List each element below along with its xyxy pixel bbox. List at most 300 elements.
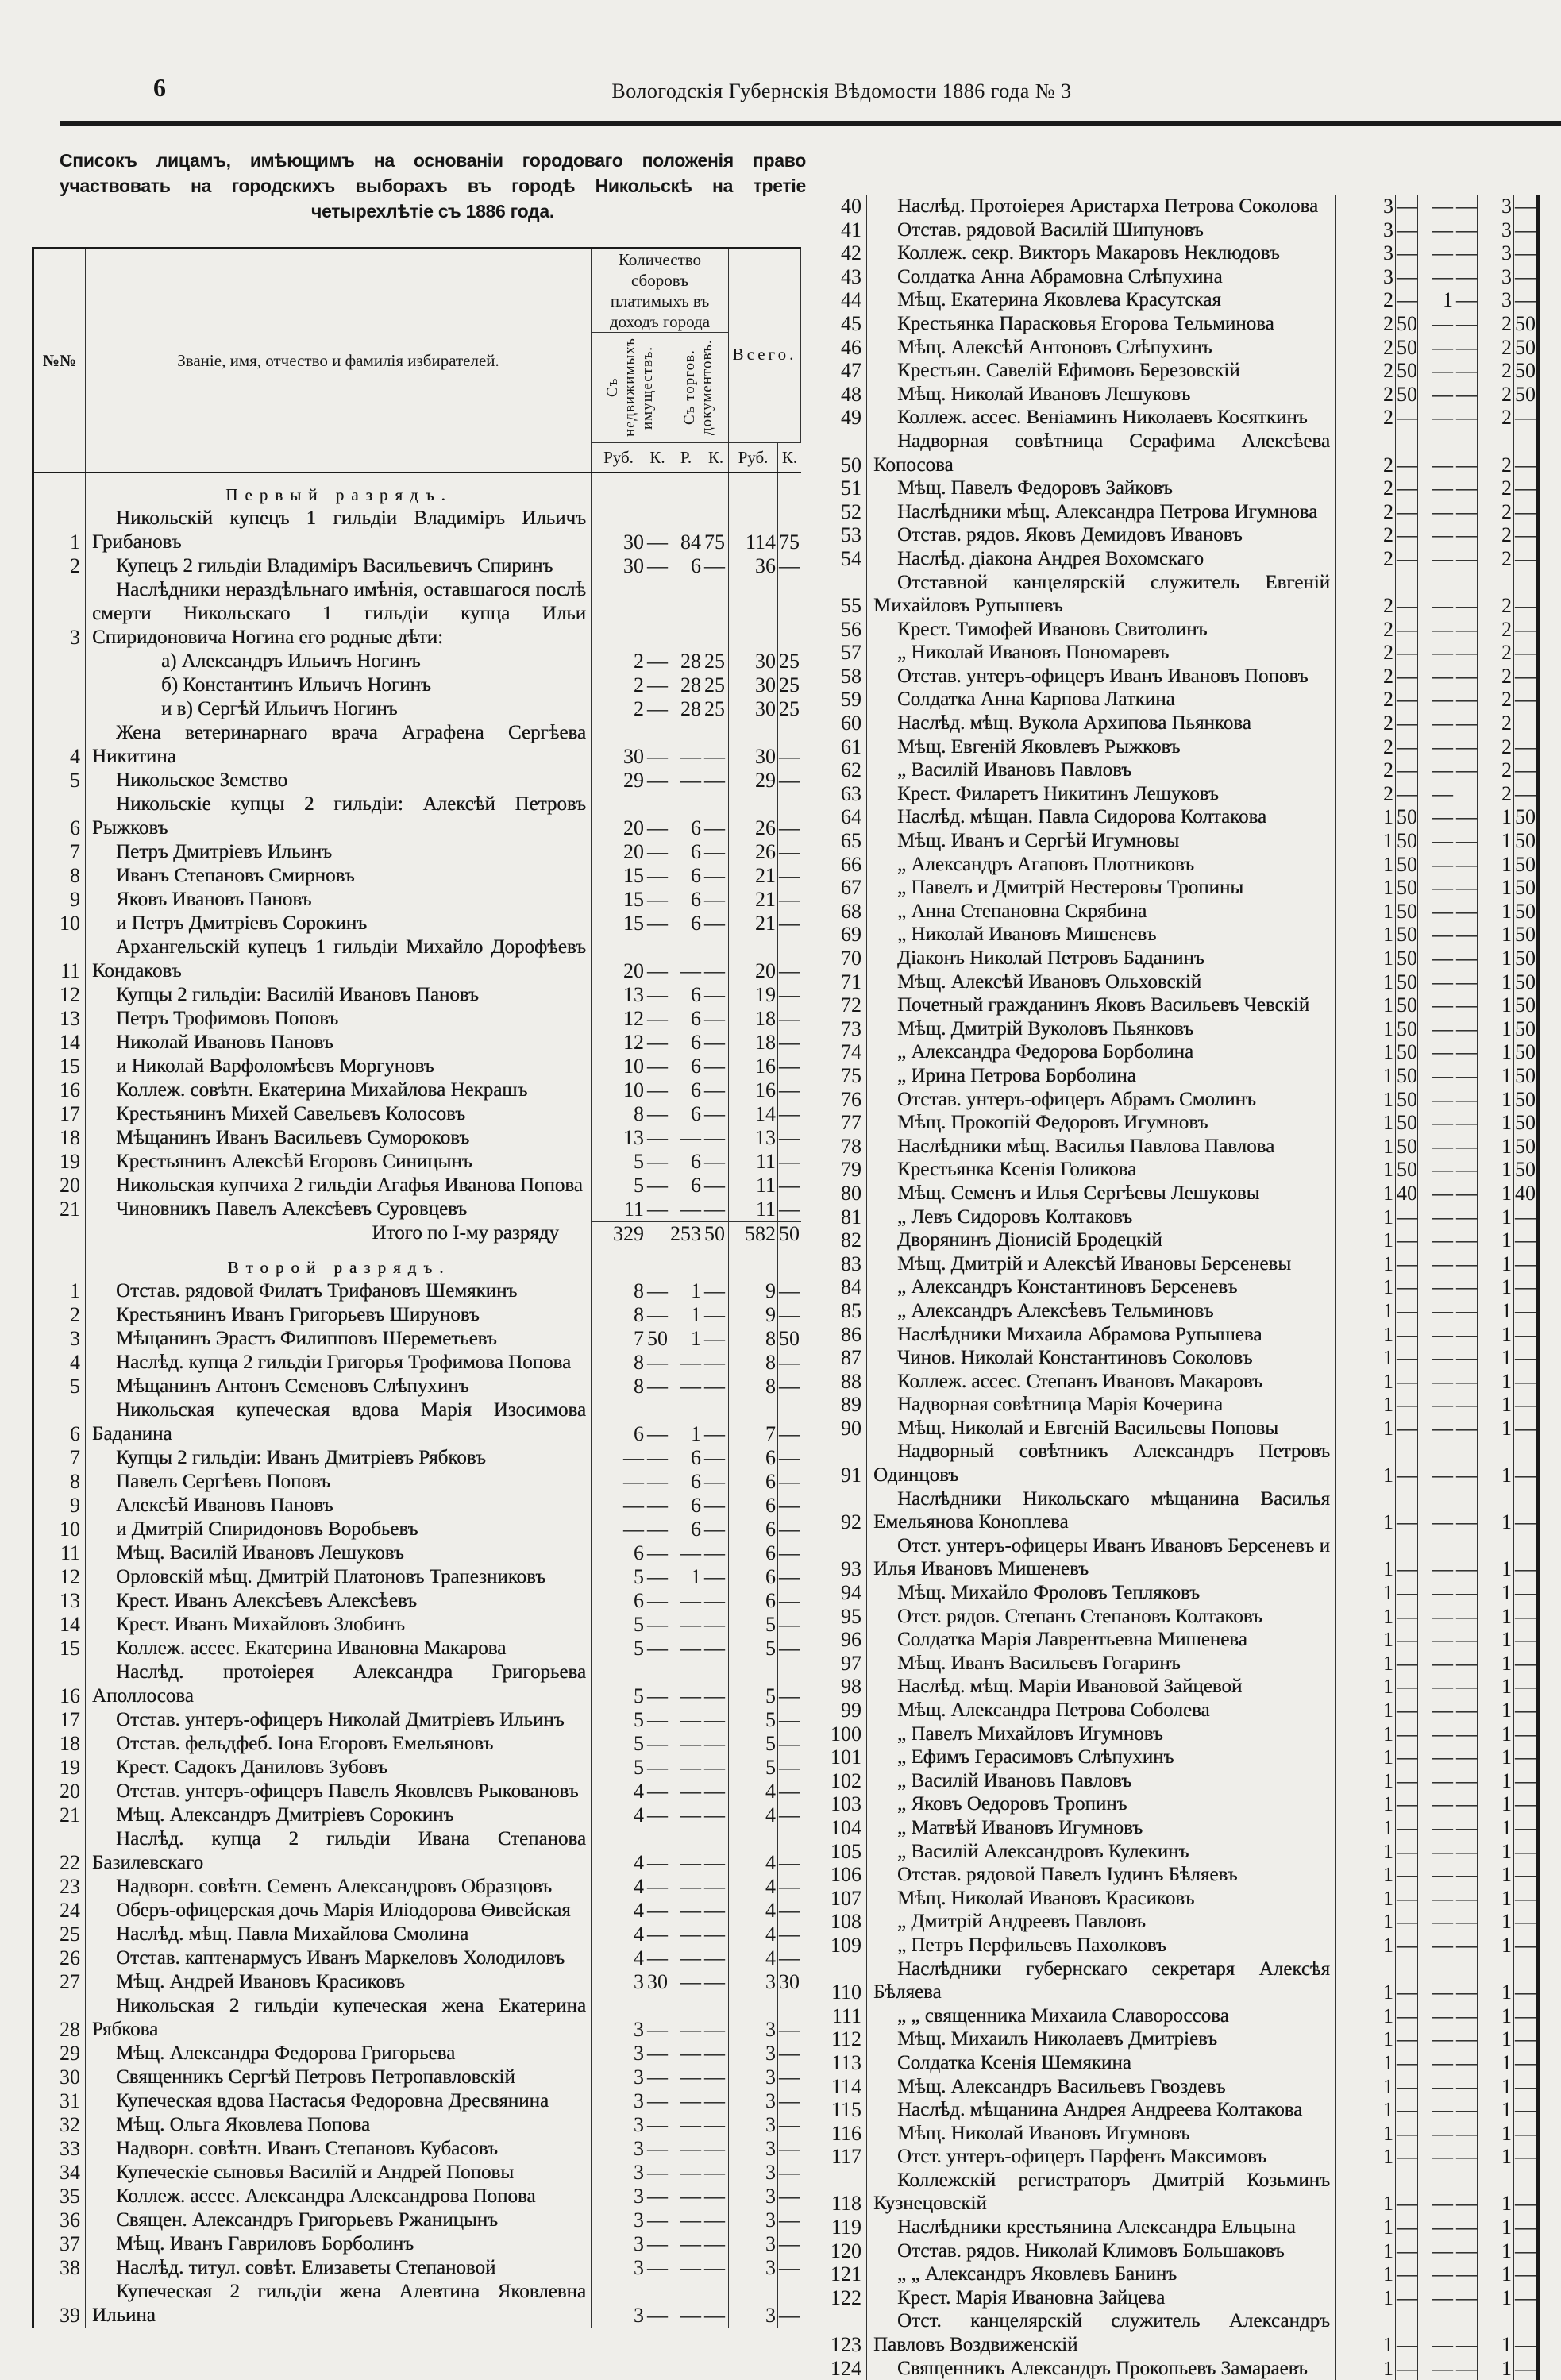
voter-name: Мѣщ. Дмитрій Вуколовъ Пьянковъ (867, 1017, 1336, 1041)
rubles-value: 5 (729, 1732, 778, 1756)
voter-name: Отст. рядов. Степанъ Степановъ Колтаковъ (867, 1605, 1336, 1629)
kopecks-value: — (1515, 2262, 1536, 2286)
kopecks-value: — (1456, 664, 1477, 688)
rubles-value: 1 (1478, 1863, 1514, 1887)
table-row (818, 1323, 1536, 1347)
rubles-value: 3 (1478, 265, 1514, 289)
header-total: Всего. (729, 249, 801, 442)
rubles-value: 1 (1336, 853, 1396, 877)
row-number: 74 (818, 1040, 867, 1064)
rubles-value: 26 (729, 793, 778, 840)
rubles-value: — (1418, 1887, 1455, 1911)
kopecks-value: — (1456, 712, 1477, 735)
rubles-value: 26 (729, 840, 778, 864)
kopecks-value: — (1456, 195, 1477, 218)
kopecks-value: — (1455, 430, 1478, 476)
kopecks-value: — (1515, 1815, 1536, 1839)
kopecks-value: — (1456, 688, 1477, 712)
rubles-value: 1 (1478, 1111, 1514, 1135)
kopecks-value: 25 (779, 697, 800, 720)
row-number: 22 (34, 1827, 86, 1875)
kopecks-value: — (647, 1375, 668, 1398)
rubles-value: 5 (729, 1661, 778, 1708)
kopecks-value: 50 (1397, 876, 1417, 900)
kopecks-value: — (1456, 641, 1477, 665)
kopecks-value: — (1456, 2216, 1477, 2239)
kopecks-value (703, 578, 729, 650)
kopecks-value: — (1515, 1252, 1536, 1275)
kopecks-value: — (703, 1970, 729, 1994)
table-row (818, 1346, 1536, 1370)
rubles-value: — (1418, 970, 1455, 994)
kopecks-value: — (779, 1780, 800, 1803)
rubles-value: 6 (729, 1589, 778, 1613)
rubles-value: 1 (1478, 1958, 1514, 2004)
kopecks-value: — (1396, 1440, 1418, 1487)
table-row (818, 2309, 1536, 2356)
voter-name: Солдатка Марія Лаврентьевна Мишенева (867, 1628, 1336, 1652)
kopecks-value: — (703, 1055, 729, 1078)
row-number: 35 (34, 2185, 86, 2208)
voter-name: Надворная совѣтница Серафима Алексѣева Копосова (867, 430, 1336, 476)
rubles-value: 6 (592, 1541, 646, 1565)
kopecks-value: — (647, 1708, 668, 1731)
rubles-value: — (1418, 853, 1455, 877)
row-number: 38 (34, 2256, 86, 2280)
rubles-value: 6 (669, 1470, 703, 1494)
kopecks-value: — (1396, 2309, 1418, 2356)
kopecks-value: — (1397, 2285, 1417, 2309)
rubles-value: 1 (1336, 2122, 1396, 2146)
row-number: 16 (34, 1661, 86, 1708)
kopecks-value: — (1396, 571, 1418, 618)
rubles-value: — (669, 1923, 703, 1946)
rubles-value: — (1418, 2098, 1455, 2122)
kopecks-value: — (647, 1303, 668, 1326)
rubles-value: 6 (669, 912, 703, 935)
voter-name: „ Александръ Алексѣевъ Тельминовъ (867, 1299, 1336, 1323)
kopecks-value: — (1397, 523, 1417, 547)
rubles-value: 4 (592, 1780, 646, 1803)
table-row (818, 947, 1536, 970)
kopecks-value: — (1515, 735, 1536, 758)
rubles-value: — (669, 1899, 703, 1923)
kopecks-value: — (1515, 264, 1536, 288)
row-number: 49 (818, 406, 867, 430)
rubles-value: — (669, 2161, 703, 2185)
rubles-value: 28 (669, 697, 703, 721)
rubles-value: 2 (1478, 383, 1514, 407)
voter-name: Діаконъ Николай Петровъ Баданинъ (867, 947, 1336, 970)
voter-name: Почетный гражданинъ Яковъ Васильевъ Чевскій (867, 993, 1336, 1017)
kopecks-value: — (1456, 1134, 1477, 1158)
rubles-value (669, 473, 703, 507)
row-number: 9 (34, 1494, 86, 1518)
voter-name: Коллеж. ассес. Степанъ Ивановъ Макаровъ (867, 1370, 1336, 1394)
kopecks-value: 50 (1515, 335, 1536, 359)
table-row (34, 2113, 801, 2137)
rubles-value: — (1418, 1040, 1455, 1064)
rubles-value: 1 (1336, 2051, 1396, 2075)
rubles-value: 1 (1478, 1064, 1514, 1088)
kopecks-value: 25 (703, 650, 729, 673)
rubles-value: 3 (729, 2042, 778, 2066)
voter-name: Коллежскій регистраторъ Дмитрій Козьминъ Кузнецовскій (867, 2169, 1336, 2216)
kopecks-value: 50 (1515, 947, 1536, 970)
kopecks-value: — (647, 1946, 668, 1969)
kopecks-value: — (703, 1518, 729, 1541)
rubles-value: 1 (1336, 2239, 1396, 2263)
table-row (818, 1205, 1536, 1229)
rubles-value: 1 (1336, 1581, 1396, 1605)
kopecks-value: — (703, 1827, 729, 1875)
kopecks-value: — (1456, 923, 1477, 947)
rubles-value: — (669, 2042, 703, 2066)
rubles-value: 18 (729, 1031, 778, 1055)
kopecks-value: — (1397, 476, 1417, 500)
rubles-value: 2 (1478, 547, 1514, 571)
kopecks-value: — (703, 769, 729, 793)
row-number: 115 (818, 2098, 867, 2122)
voter-name: Наслѣд. титул. совѣт. Елизаветы Степановой (86, 2256, 592, 2280)
kopecks-value: — (647, 1078, 668, 1101)
kopecks-value: 25 (703, 697, 729, 721)
table-row (818, 1628, 1536, 1652)
voter-name: Наслѣдники нераздѣльнаго имѣнія, оставшагося послѣ смерти Никольскаго 1 гильдіи купца Ильи Спиридоновича Ногина его родные дѣти: (86, 578, 592, 650)
rubles-value: 1 (1478, 1769, 1514, 1793)
kopecks-value (646, 1246, 669, 1279)
kopecks-value: — (1396, 1534, 1418, 1581)
rubles-value: 8 (729, 1375, 778, 1398)
kopecks-value: — (1515, 195, 1536, 218)
rubles-value: 1 (1336, 2357, 1396, 2380)
row-number: 60 (818, 712, 867, 735)
kopecks-value: 50 (1515, 970, 1536, 993)
rubles-value: — (1418, 1017, 1455, 1041)
kopecks-value: — (1397, 2027, 1417, 2051)
rubles-value: 1 (1478, 2216, 1514, 2239)
voter-name: Наслѣд. мѣщан. Павла Сидорова Колтакова (867, 805, 1336, 829)
table-row (34, 1756, 801, 1780)
kopecks-value: — (703, 1756, 729, 1780)
kopecks-value (778, 578, 801, 650)
voter-name: Крест. Садокъ Даниловъ Зубовъ (86, 1756, 592, 1780)
rubles-value: 1 (1478, 1792, 1514, 1816)
rubles-value: 1 (1478, 2169, 1514, 2216)
kopecks-value: — (1515, 241, 1536, 265)
kopecks-value: — (779, 1803, 800, 1826)
rubles-value: 6 (669, 864, 703, 888)
kopecks-value: 50 (1515, 382, 1536, 406)
rubles-value: 1 (1478, 947, 1514, 970)
rubles-value: 1 (1478, 2027, 1514, 2051)
rubles-value: — (1418, 1182, 1455, 1205)
rubles-value: 1 (1478, 2122, 1514, 2146)
voter-name: Отстав. рядов. Яковъ Демидовъ Ивановъ (867, 523, 1336, 547)
rubles-value: 6 (592, 1589, 646, 1613)
kopecks-value: — (703, 1375, 729, 1398)
rubles-value: — (1418, 2169, 1455, 2216)
table-row (34, 1174, 801, 1198)
kopecks-value: — (779, 983, 800, 1006)
rubles-value: 5 (592, 1708, 646, 1732)
rubles-value (669, 578, 703, 650)
kopecks-value: — (779, 2137, 800, 2160)
rubles-value: 2 (1336, 430, 1396, 476)
table-row (34, 1780, 801, 1803)
kopecks-value: — (1456, 1416, 1477, 1440)
voter-name: Отстав. рядовой Василій Шипуновъ (867, 218, 1336, 242)
rubles-value: 11 (729, 1150, 778, 1174)
rubles-value: 30 (729, 673, 778, 697)
kopecks-value: — (1456, 2145, 1477, 2169)
kopecks-value: — (779, 1351, 800, 1374)
table-row (34, 769, 801, 793)
rubles-value: 3 (592, 2137, 646, 2161)
row-number: 45 (818, 312, 867, 336)
rubles-value: 6 (592, 1398, 646, 1446)
rubles-value: — (1418, 1722, 1455, 1746)
table-row (818, 1393, 1536, 1417)
rubles-value: 6 (729, 1518, 778, 1541)
rubles-value: 5 (729, 1637, 778, 1661)
kopecks-value: — (1515, 2285, 1536, 2309)
row-number: 46 (818, 336, 867, 360)
voter-name: Отстав. каптенармусъ Иванъ Маркеловъ Холодиловъ (86, 1946, 592, 1970)
kopecks-value: — (1397, 1604, 1417, 1628)
rubles-value: 3 (592, 2232, 646, 2256)
rubles-value: 6 (669, 1150, 703, 1174)
voter-name: „ Василій Ивановъ Павловъ (867, 1769, 1336, 1793)
kopecks-value: — (1456, 1769, 1477, 1792)
rubles-value: 4 (592, 1875, 646, 1899)
voter-name: „ „ Александръ Яковлевъ Банинъ (867, 2262, 1336, 2286)
table-row (818, 900, 1536, 924)
rubles-value: — (669, 1126, 703, 1150)
kopecks-value: — (779, 1150, 800, 1173)
kopecks-value: — (1515, 2192, 1536, 2216)
kopecks-value: 25 (779, 673, 800, 696)
kopecks-value: — (1396, 430, 1418, 476)
kopecks-value: — (1515, 1745, 1536, 1769)
kopecks-value: — (647, 554, 668, 577)
kopecks-value: — (779, 1732, 800, 1755)
rubles-value: — (592, 1518, 646, 1541)
row-number: 36 (34, 2208, 86, 2232)
kopecks-value: — (1515, 1393, 1536, 1417)
row-number: 8 (34, 864, 86, 888)
kopecks-value: — (1397, 1745, 1417, 1769)
voter-name: и Петръ Дмитріевъ Сорокинъ (86, 912, 592, 935)
rubles-value: 2 (592, 650, 646, 673)
rubles-value: — (669, 1375, 703, 1398)
rubles-value: 3 (729, 1994, 778, 2042)
voter-name: Яковъ Ивановъ Пановъ (86, 888, 592, 912)
kopecks-value: — (1515, 546, 1536, 570)
rubles-value: 1 (1478, 1275, 1514, 1299)
row-number: 59 (818, 688, 867, 712)
kopecks-value: — (703, 1923, 729, 1946)
rubles-value: 4 (729, 1827, 778, 1875)
kopecks-value: — (647, 697, 668, 720)
rubles-value: 4 (592, 1923, 646, 1946)
header-realty (592, 333, 669, 442)
rubles-value: 1 (1336, 829, 1396, 853)
table-row (34, 1899, 801, 1923)
rubles-value: 6 (729, 1470, 778, 1494)
kopecks-value: — (1515, 2216, 1536, 2239)
rubles-value: 3 (592, 2089, 646, 2113)
rubles-value: 253 (669, 1221, 703, 1246)
rubles-value: 16 (729, 1078, 778, 1102)
rubles-value: — (1418, 805, 1455, 829)
rubles-value: 3 (729, 2256, 778, 2280)
table-row (818, 571, 1536, 618)
kopecks-value: — (1515, 1839, 1536, 1863)
row-number: 75 (818, 1064, 867, 1088)
kopecks-value: — (1456, 1863, 1477, 1887)
rubles-value: 1 (1478, 1158, 1514, 1182)
kopecks-value: — (779, 1055, 800, 1078)
kopecks-value: — (1456, 476, 1477, 500)
rubles-value: 1 (1336, 947, 1396, 970)
rubles-value: — (1418, 2122, 1455, 2146)
rubles-value: — (1418, 1934, 1455, 1958)
rubles-value: 6 (669, 1031, 703, 1055)
rubles-value: 1 (1336, 1675, 1396, 1699)
voter-name: Мѣщ. Алексѣй Антоновъ Слѣпухинъ (867, 336, 1336, 360)
table-row (34, 1613, 801, 1637)
rubles-value: 4 (592, 1899, 646, 1923)
rubles-value: 1 (1478, 2309, 1514, 2356)
rubles-value: 7 (729, 1398, 778, 1446)
kopecks-value: — (1515, 1675, 1536, 1699)
voter-name: Крестьянка Ксенія Голикова (867, 1158, 1336, 1182)
row-number: 78 (818, 1135, 867, 1159)
table-row (818, 2262, 1536, 2286)
rubles-value: — (669, 1589, 703, 1613)
table-row (818, 618, 1536, 642)
rubles-value: 6 (729, 1541, 778, 1565)
kopecks-value: — (647, 1756, 668, 1779)
kopecks-value: — (1515, 2050, 1536, 2074)
kopecks-value: 40 (1515, 1181, 1536, 1205)
kopecks-value: — (1397, 1628, 1417, 1652)
rubles-value: 2 (1336, 758, 1396, 782)
row-number: 21 (34, 1803, 86, 1827)
kopecks-value: — (703, 2113, 729, 2137)
kopecks-value: — (1397, 2050, 1417, 2074)
rubles-value: 1 (1478, 1440, 1514, 1487)
kopecks-value: — (1456, 2074, 1477, 2098)
kopecks-value: — (646, 1827, 669, 1875)
kopecks-value (646, 473, 669, 507)
kopecks-value: — (779, 1946, 800, 1969)
kopecks-value: — (703, 2185, 729, 2208)
row-number: 28 (34, 1994, 86, 2042)
table-row (818, 195, 1536, 218)
kopecks-value: 50 (1397, 382, 1417, 406)
table-row (34, 1494, 801, 1518)
rubles-value: 6 (669, 983, 703, 1007)
page-number: 6 (153, 73, 166, 102)
rubles-value: 13 (592, 1126, 646, 1150)
kopecks-value: — (779, 1565, 800, 1588)
kopecks-value: — (779, 1446, 800, 1469)
row-number: 94 (818, 1581, 867, 1605)
voter-name: Мѣщ. Александра Федорова Григорьева (86, 2042, 592, 2066)
kopecks-value: — (1456, 993, 1477, 1017)
table-row (818, 476, 1536, 500)
kopecks-value: — (779, 2113, 800, 2136)
kopecks-value: — (1397, 664, 1417, 688)
kopecks-value: 50 (1515, 1016, 1536, 1040)
kopecks-value: — (703, 2208, 729, 2232)
rubles-value: — (1418, 2004, 1455, 2028)
rubles-value: — (1418, 993, 1455, 1017)
row-number (34, 697, 86, 721)
table-row (818, 547, 1536, 571)
table-row (818, 1840, 1536, 1864)
rubles-value: 3 (592, 2185, 646, 2208)
kopecks-value: — (779, 864, 800, 887)
row-number: 53 (818, 523, 867, 547)
rubles-value: — (592, 1446, 646, 1470)
row-number: 11 (34, 1541, 86, 1565)
row-number: 50 (818, 430, 867, 476)
kopecks-value: — (1515, 1369, 1536, 1393)
kopecks-value: 50 (779, 1327, 800, 1350)
voter-name: и в) Сергѣй Ильичъ Ногинъ (86, 697, 592, 721)
kopecks-value: — (647, 983, 668, 1006)
kopecks-value: — (779, 1613, 800, 1636)
rubles-value: 1 (1336, 1699, 1396, 1722)
rubles-value: — (1418, 876, 1455, 900)
rubles-value: 5 (592, 1661, 646, 1708)
table-row (818, 288, 1536, 312)
rubles-value: 30 (729, 721, 778, 769)
row-number: 19 (34, 1150, 86, 1174)
rubles-value: — (1418, 359, 1455, 383)
rubles-value: 8 (592, 1375, 646, 1398)
header-unit: Руб. (592, 442, 646, 472)
rubles-value: 1 (1478, 876, 1514, 900)
voter-name: Мѣщ. Николай Ивановъ Игумновъ (867, 2122, 1336, 2146)
row-number: 69 (818, 923, 867, 947)
kopecks-value: — (703, 1198, 729, 1221)
kopecks-value: — (703, 1565, 729, 1589)
kopecks-value: — (779, 1031, 800, 1054)
row-number: 64 (818, 805, 867, 829)
row-number: 112 (818, 2027, 867, 2051)
rubles-value: — (669, 769, 703, 793)
rubles-value: — (1418, 571, 1455, 618)
table-row (818, 523, 1536, 547)
kopecks-value: — (779, 1422, 800, 1445)
rubles-value: — (1418, 1064, 1455, 1088)
table-row (34, 793, 801, 840)
row-number: 33 (34, 2137, 86, 2161)
voter-name: Отстав. фельдфеб. Іона Егоровъ Емельяновъ (86, 1732, 592, 1756)
table-row (34, 840, 801, 864)
voter-name: Мѣщ. Николай и Евгеній Васильевы Поповы (867, 1417, 1336, 1441)
voter-name: Отст. канцелярскій служитель Александръ Павловъ Воздвиженскій (867, 2309, 1336, 2356)
rubles-value: — (669, 1661, 703, 1708)
voter-name: Дворянинъ Діонисій Бродецкій (867, 1229, 1336, 1252)
rubles-value: — (1418, 618, 1455, 642)
kopecks-value: — (1515, 1275, 1536, 1299)
kopecks-value: — (1456, 947, 1477, 970)
